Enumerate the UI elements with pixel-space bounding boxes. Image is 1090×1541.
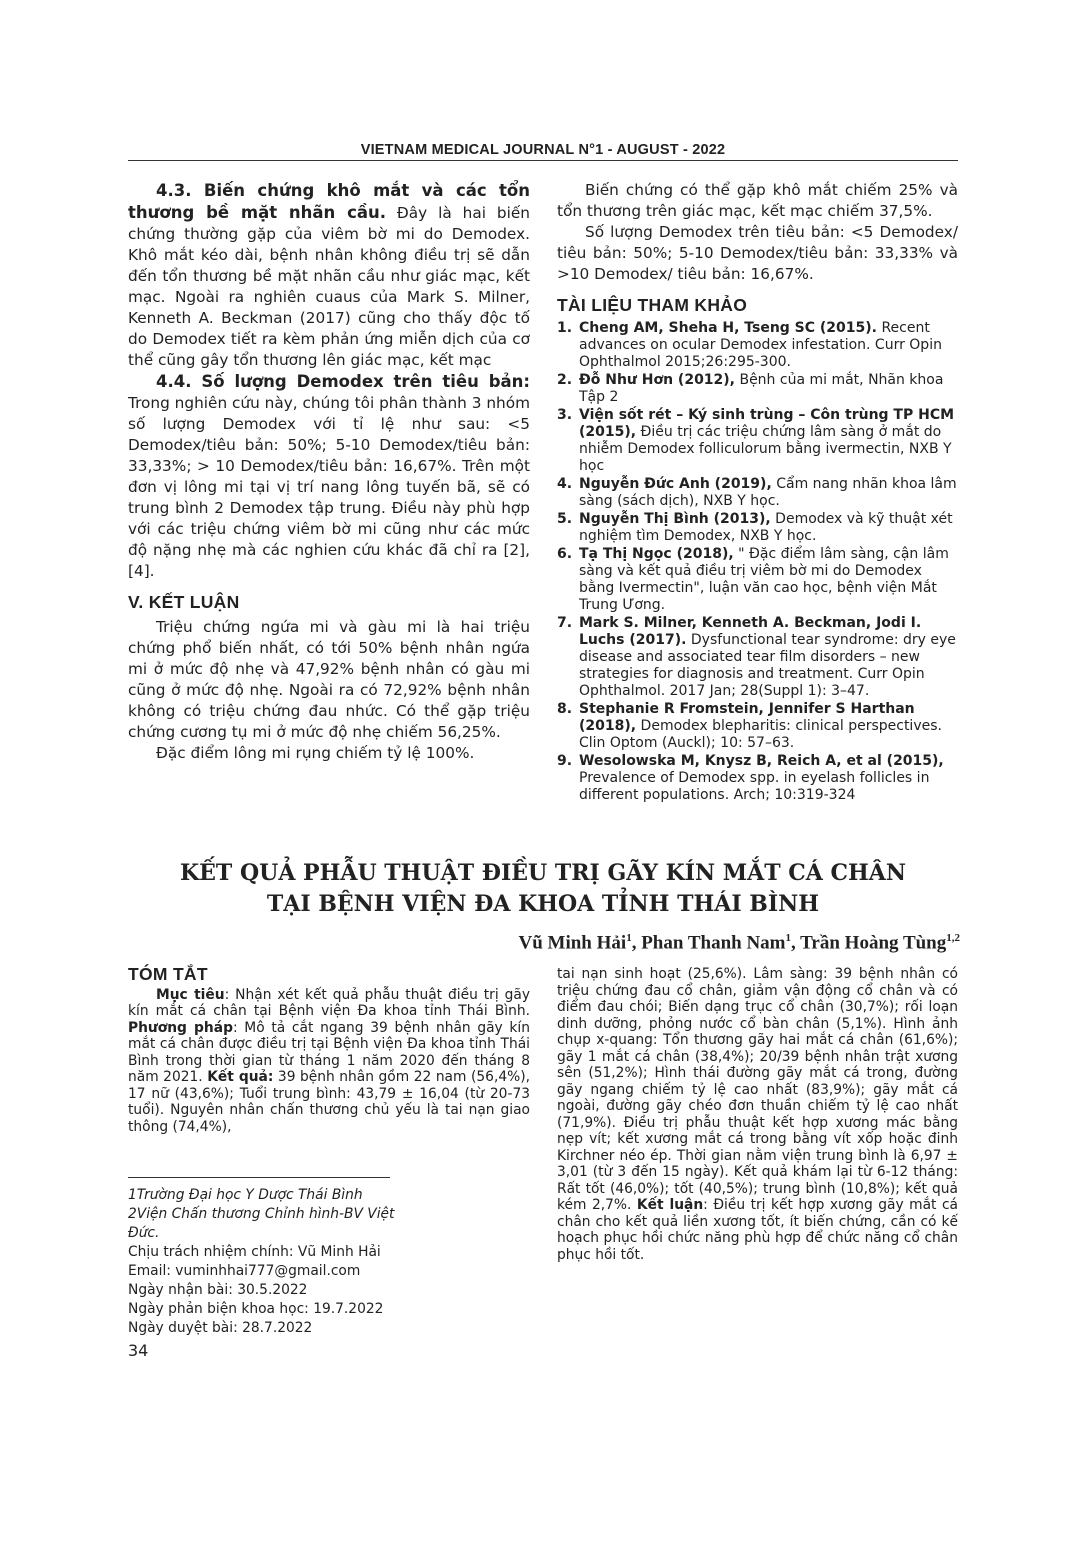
footnote-accepted: Ngày duyệt bài: 28.7.2022 <box>128 1320 313 1336</box>
header-rule <box>128 160 958 161</box>
article-title-line2: TẠI BỆNH VIỆN ĐA KHOA TỈNH THÁI BÌNH <box>266 891 820 917</box>
section-4-4 <box>128 371 530 582</box>
article-title <box>128 858 958 920</box>
footnote-reviewed: Ngày phản biện khoa học: 19.7.2022 <box>128 1301 384 1317</box>
section-4-4-text: Trong nghiên cứu này, chúng tôi phân thành 3 nhóm số lượng Demodex với tỉ lệ như sau: <5 Demodex/tiêu bản: 50%; 5-10 Demodex/tiêu bản: 33,33%; > 10 Demodex/tiêu bản: 16,67%. Trên một đơn vị lông mi tại vị trí nang lông tuyến bã, sẽ có trung bình 2 Demodex tập trung. Điều này phù hợp với các triệu chứng viêm bờ mi cũng như các mức độ nặng nhẹ mà các nghien cứu khác đã chỉ ra [2],[4]. <box>128 394 530 580</box>
reference-item: 2. Đỗ Như Hơn (2012), Bệnh của mi mắt, Nhãn khoa Tập 2 <box>557 372 944 405</box>
references-heading: TÀI LIỆU THAM KHẢO <box>557 295 748 315</box>
article-authors: Vũ Minh Hải$^1$, Phan Thanh Nam$^1$, Trần Hoàng Tùng$^{1,2}$ <box>518 932 960 954</box>
reference-item: 3. Viện sốt rét – Ký sinh trùng – Côn trùng TP HCM (2015), Điều trị các triệu chứng lâm sàng ở mắt do nhiễm Demodex folliculorum bằng ivermectin, NXB Y học <box>557 407 955 474</box>
journal-header: VIETNAM MEDICAL JOURNAL N°1 - AUGUST - 2022 <box>360 142 726 158</box>
section-4-3-title: 4.3. Biến chứng khô mắt và các tổn thương bề mặt nhãn cầu. <box>128 181 530 222</box>
reference-item: 8. Stephanie R Fromstein, Jennifer S Harthan (2018), Demodex blepharitis: clinical perspectives. Clin Optom (Auckl); 10: 57–63. <box>557 701 942 751</box>
conclusion-heading: V. KẾT LUẬN <box>128 592 240 612</box>
references-list <box>557 320 958 804</box>
abstract-heading: TÓM TẮT <box>128 964 208 984</box>
reference-item: 6. Tạ Thị Ngọc (2018), " Đặc điểm lâm sàng, cận lâm sàng và kết quả điều trị viêm bờ mi do Demodex bằng Ivermectin", luận văn cao học, bệnh viện Mắt Trung Ương. <box>557 546 949 613</box>
footnote-received: Ngày nhận bài: 30.5.2022 <box>128 1282 308 1298</box>
abstract-left-text: Mục tiêu: Nhận xét kết quả phẫu thuật điều trị gãy kín mắt cá chân tại Bệnh viện Đa khoa tỉnh Thái Bình. Phương pháp: Mô tả cắt ngang 39 bệnh nhân gãy kín mắt cá chân được điều trị tại Bệnh viện Đa khoa tỉnh Thái Bình trong thời gian từ tháng 1 năm 2020 đến tháng 8 năm 2021. Kết quả: 39 bệnh nhân gồm 22 nam (56,4%), 17 nữ (43,6%); Tuổi trung bình: 43,79 ± 16,04 (từ 20-73 tuổi). Nguyên nhân chấn thương chủ yếu là tai nạn giao thông (74,4%), <box>128 986 530 1135</box>
right-p1: Biến chứng có thể gặp khô mắt chiếm 25% và tổn thương trên giác mạc, kết mạc chiếm 37,5%. <box>557 181 958 220</box>
abstract-left <box>128 966 530 1135</box>
reference-item: 1. Cheng AM, Sheha H, Tseng SC (2015). Recent advances on ocular Demodex infestation. Curr Opin Ophthalmol 2015;26:295-300. <box>557 320 942 370</box>
footnotes <box>128 1186 408 1338</box>
reference-item: 4. Nguyễn Đức Anh (2019), Cẩm nang nhãn khoa lâm sàng (sách dịch), NXB Y học. <box>557 476 957 509</box>
page-number: 34 <box>128 1341 149 1360</box>
right-p2: Số lượng Demodex trên tiêu bản: <5 Demodex/ tiêu bản: 50%; 5-10 Demodex/tiêu bản: 33,33% và >10 Demodex/ tiêu bản: 16,67%. <box>557 223 958 283</box>
conclusion-p2: Đặc điểm lông mi rụng chiếm tỷ lệ 100%. <box>156 744 475 762</box>
right-column <box>557 180 958 805</box>
footnote-affiliation-1: 1Trường Đại học Y Dược Thái Bình <box>128 1187 363 1203</box>
section-4-4-title: 4.4. Số lượng Demodex trên tiêu bản: <box>156 372 530 391</box>
footnote-responsible: Chịu trách nhiệm chính: Vũ Minh Hải <box>128 1244 381 1260</box>
reference-item: 7. Mark S. Milner, Kenneth A. Beckman, Jodi I. Luchs (2017). Dysfunctional tear syndrome: dry eye disease and associated tear film disorders – new strategies for diagnosis and treatment. Curr Opin Ophthalmol. 2017 Jan; 28(Suppl 1): 3–47. <box>557 615 956 699</box>
conclusion-p1: Triệu chứng ngứa mi và gàu mi là hai triệu chứng phổ biến nhất, có tới 50% bệnh nhân ngứa mi ở mức độ nhẹ và 47,92% bệnh nhân có gàu mi cũng ở mức độ nhẹ. Ngoài ra có 72,92% bệnh nhân không có triệu chứng đau nhức. Có thể gặp triệu chứng cương tụ mi ở mức độ nhẹ chiếm 56,25%. <box>128 618 530 741</box>
abstract-right-text: tai nạn sinh hoạt (25,6%). Lâm sàng: 39 bệnh nhân có triệu chứng đau cổ chân, giảm vận động cổ chân và có điểm đau chói; Biến dạng trục cổ chân (30,7%); rối loạn dinh dưỡng, phỏng nước cổ bàn chân (5,1%). Hình ảnh chụp x-quang: Tổn thương gãy hai mắt cá chân (61,6%); gãy 1 mắt cá chân (38,4%); 20/39 bệnh nhân trật xương sên (51,2%); Hình thái đường gãy mắt cá trong, đường gãy ngang chiếm tỷ lệ cao nhất (83,9%); gãy mắt cá ngoài, đường gãy chéo đơn thuần chiếm tỷ lệ cao nhất (71,9%). Điều trị phẫu thuật kết hợp xương mác bằng nẹp vít; kết xương mắt cá trong bằng vít xốp hoặc đinh Kirchner néo ép. Thời gian nằm viện trung bình là 6,97 ± 3,01 (từ 3 đến 15 ngày). Kết quả khám lại từ 6-12 tháng: Rất tốt (46,0%); tốt (40,5%); trung bình (10,8%); kết quả kém 2,7%. Kết luận: Điều trị kết hợp xương gãy mắt cá chân cho kết quả liền xương tốt, ít biến chứng, cần có kế hoạch phục hồi chức năng phù hợp để chức năng cổ chân phục hồi tốt. <box>557 966 958 1263</box>
reference-item: 5. Nguyễn Thị Bình (2013), Demodex và kỹ thuật xét nghiệm tìm Demodex, NXB Y học. <box>557 511 953 544</box>
footnote-rule <box>128 1177 390 1178</box>
reference-item: 9. Wesolowska M, Knysz B, Reich A, et al (2015), Prevalence of Demodex spp. in eyelash follicles in different populations. Arch; 10:319-324 <box>557 753 944 803</box>
article-title-line1: KẾT QUẢ PHẪU THUẬT ĐIỀU TRỊ GÃY KÍN MẮT CÁ CHÂN <box>180 860 906 886</box>
section-4-3-text: Đây là hai biến chứng thường gặp của viêm bờ mi do Demodex. Khô mắt kéo dài, bệnh nhân không điều trị sẽ dẫn đến tổn thương bề mặt nhãn cầu như giác mạc, kết mạc. Ngoài ra nghiên cuaus của Mark S. Milner, Kenneth A. Beckman (2017) cũng cho thấy độc tố do Demodex tiết ra kèm phản ứng miễn dịch của cơ thể cũng gây tổn thương lên giác mạc, kết mạc <box>128 204 530 369</box>
left-column <box>128 180 530 764</box>
footnote-affiliation-2: 2Viện Chấn thương Chỉnh hình-BV Việt Đức. <box>128 1206 395 1241</box>
section-4-3 <box>128 180 530 371</box>
footnote-email: Email: vuminhhai777@gmail.com <box>128 1263 361 1279</box>
abstract-right <box>557 966 958 1263</box>
